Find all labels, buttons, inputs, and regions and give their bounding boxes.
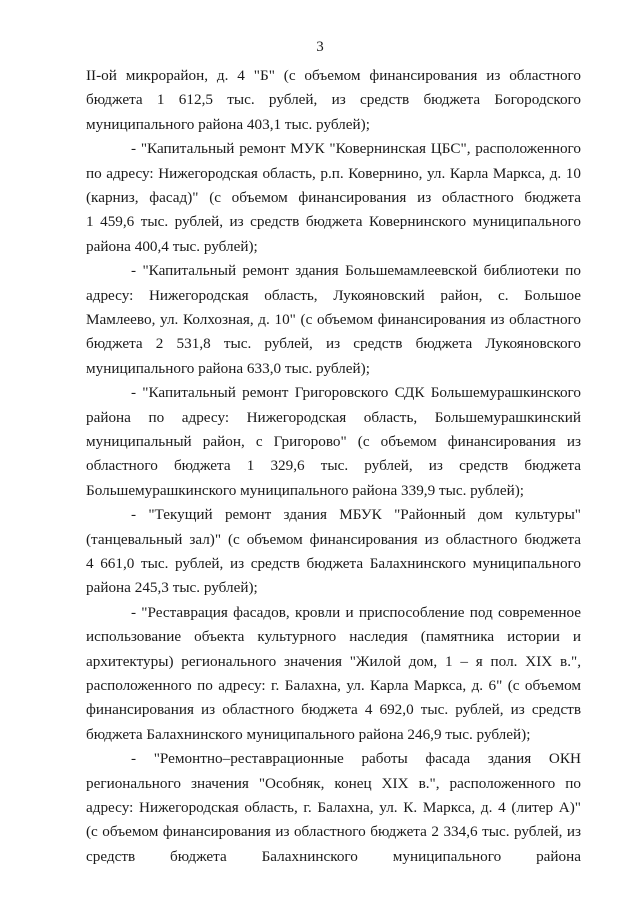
page-number: 3 [316, 39, 324, 55]
text-line: 4 661,0 тыс. рублей, из средств бюджета Балахнинского муниципального [86, 555, 581, 572]
text-line: II-ой микрорайон, д. 4 "Б" (с объемом финансирования из областного [86, 67, 581, 84]
text-line: района 400,4 тыс. рублей); [86, 237, 258, 255]
text-line: по адресу: Нижегородская область, р.п. Ковернино, ул. Карла Маркса, д. 10 [86, 164, 581, 182]
text-line: (с объемом финансирования из областного бюджета 2 334,6 тыс. рублей, из [86, 823, 581, 841]
text-line: архитектуры) регионального значения "Жилой дом, 1 – я пол. XIX в.", [86, 652, 581, 670]
text-line: адресу: Нижегородская область, Лукояновский район, с. Большое [86, 286, 581, 304]
text-line: Большемурашкинского муниципального района 339,9 тыс. рублей); [86, 481, 525, 499]
text-line: района 245,3 тыс. рублей); [86, 579, 258, 597]
text-line: бюджета 1 612,5 тыс. рублей, из средств бюджета Богородского [86, 91, 581, 109]
text-line: (карниз, фасад)" (с объемом финансирования из областного бюджета [86, 189, 581, 206]
text-line: - "Реставрация фасадов, кровли и приспособление под современное [131, 603, 581, 621]
text-line: муниципального района 633,0 тыс. рублей); [86, 359, 370, 377]
text-line: - "Капитальный ремонт здания Большемамлеевской библиотеки по [131, 262, 581, 280]
text-line: - "Текущий ремонт здания МБУК "Районный дом культуры" [131, 506, 581, 524]
text-line: средств бюджета Балахнинского муниципального района [86, 847, 581, 865]
text-line: расположенного по адресу: г. Балахна, ул. Карла Маркса, д. 6" (с объемом [86, 677, 581, 694]
text-line: областного бюджета 1 329,6 тыс. рублей, из средств бюджета [86, 457, 581, 475]
text-line: финансирования из областного бюджета 4 692,0 тыс. рублей, из средств [86, 701, 581, 719]
text-line: 1 459,6 тыс. рублей, из средств бюджета Ковернинского муниципального [86, 213, 581, 231]
text-line: района по адресу: Нижегородская область, Большемурашкинский [86, 408, 581, 426]
text-line: (танцевальный зал)" (с объемом финансирования из областного бюджета [86, 530, 581, 548]
text-line: адресу: Нижегородская область, г. Балахна, ул. К. Маркса, д. 4 (литер А)" [86, 799, 581, 816]
text-line: бюджета Балахнинского муниципального района 246,9 тыс. рублей); [86, 725, 531, 743]
text-line: - "Ремонтно–реставрационные работы фасада здания ОКН [131, 750, 581, 768]
text-line: - "Капитальный ремонт МУК "Ковернинская ЦБС", расположенного [131, 140, 581, 158]
text-line: Мамлеево, ул. Колхозная, д. 10" (с объемом финансирования из областного [86, 311, 581, 328]
text-line: муниципальный район, с Григорово" (с объемом финансирования из [86, 433, 581, 450]
text-line: использование объекта культурного наследия (памятника истории и [86, 628, 581, 646]
text-line: - "Капитальный ремонт Григоровского СДК Большемурашкинского [131, 384, 581, 402]
text-line: бюджета 2 531,8 тыс. рублей, из средств бюджета Лукояновского [86, 335, 581, 353]
text-line: регионального значения "Особняк, конец XIX в.", расположенного по [86, 774, 581, 792]
text-line: муниципального района 403,1 тыс. рублей); [86, 115, 370, 133]
